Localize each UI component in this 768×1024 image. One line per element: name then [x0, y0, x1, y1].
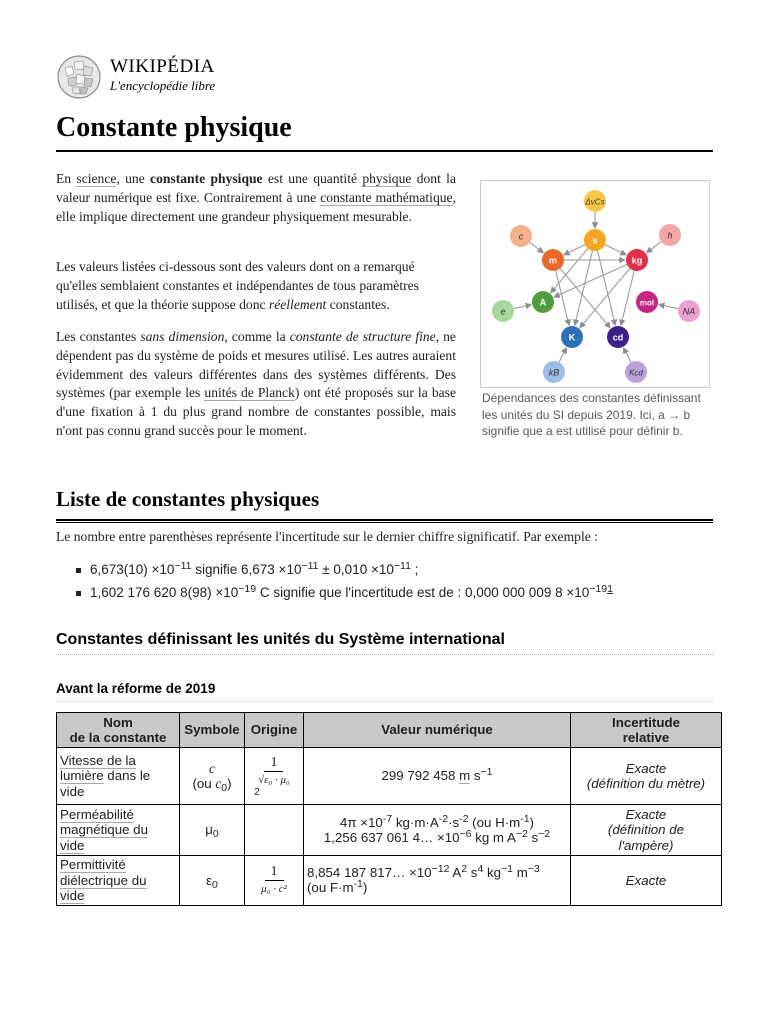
exponent: −2 [515, 828, 528, 840]
exponent: −2 [538, 828, 551, 840]
node-kg [626, 249, 648, 271]
dependency-arrow [564, 245, 585, 255]
cell-symbol [180, 805, 245, 856]
symbol: c [215, 776, 222, 791]
intro-paragraph-3 [56, 328, 456, 441]
dependency-arrow [530, 243, 544, 253]
node-e [492, 300, 514, 322]
intro-paragraph-1 [56, 170, 456, 226]
node-label: s [592, 235, 598, 246]
node-h [659, 224, 681, 246]
dependency-arrow [514, 305, 532, 309]
text: 8,854 187 817… ×10 [307, 864, 432, 880]
text: (ou H·m [468, 814, 521, 830]
text: de la constante [69, 730, 167, 745]
dependency-arrow [575, 251, 593, 326]
text: , ne dépendent pas du système de poids et mesures utilisé. Les autres auraient évidemment des valeurs différentes dans des systèmes différents. Des systèmes (par exemple les [56, 329, 456, 401]
subsection-heading-si: Constantes définissant les unités du Système international [56, 630, 713, 655]
text: ) [227, 776, 232, 791]
text: ) [529, 814, 534, 830]
dependency-arrow [605, 245, 626, 255]
node-label: K [568, 332, 576, 343]
text: 1,256 637 061 4… ×10 [323, 830, 460, 845]
section-heading-liste: Liste de constantes physiques [56, 485, 713, 521]
node-a [532, 291, 554, 313]
figure-si-dependencies [480, 180, 710, 440]
note-paragraph: Le nombre entre parenthèses représente l'incertitude sur le dernier chiffre significatif. Par exemple : [56, 529, 598, 544]
text: Perméabilité [60, 806, 134, 822]
page-title: Constante physique [56, 110, 713, 152]
node-label: Kcd [629, 368, 643, 378]
text: kg m A [471, 830, 516, 845]
link-permeabilite[interactable] [60, 807, 148, 854]
cell-value [304, 748, 571, 805]
text: vide [60, 837, 85, 853]
text: , elle implique directement une grandeur physiquement mesurable. [56, 189, 456, 224]
figure-caption: Dépendances des constantes définissant les unités du SI depuis 2019. Ici, a → b signifie que a est utilisé pour définir b. [482, 391, 701, 438]
text: 299 792 458 [381, 768, 460, 784]
exponent: −19 [238, 583, 257, 595]
text: magnétique du [60, 822, 148, 838]
text: (définition de [607, 822, 685, 838]
node-mol [636, 291, 658, 313]
node-c [510, 225, 532, 247]
text: 1,602 176 620 8(98) ×10 [90, 585, 239, 600]
text: C signifie que l'incertitude est de : 0,000 000 009 8 ×10 [256, 585, 590, 600]
cell-origin [245, 748, 304, 805]
text: Les constantes [56, 329, 141, 344]
link-unites-de-planck[interactable]: unités de Planck [204, 385, 295, 401]
exponent: −1 [501, 862, 514, 875]
node-label: kg [631, 255, 643, 266]
node-label: ΔνCs [585, 197, 605, 207]
subsubsection-heading-avant-2019: Avant la réforme de 2019 [56, 680, 713, 702]
text: Incertitude [612, 714, 680, 730]
list-item [56, 558, 613, 581]
wikipedia-wordmark: WIKIPÉDIA [110, 56, 215, 77]
exponent: −11 [393, 560, 411, 572]
symbol: c [209, 760, 215, 776]
table-row [57, 805, 722, 856]
node-kcd [625, 361, 647, 383]
exponent: −19 [589, 583, 608, 595]
numerator: 1 [265, 863, 284, 881]
node-kb [543, 361, 565, 383]
exponent: -7 [382, 812, 393, 825]
italic-term: réellement [268, 296, 327, 312]
node-label: m [548, 255, 558, 266]
text: ; [410, 562, 419, 577]
italic-term: sans dimension [140, 329, 225, 344]
node-label: cd [612, 332, 624, 343]
text: , une [116, 171, 151, 186]
header-origin: Origine [245, 713, 304, 748]
italic-term: constante de structure fine [289, 329, 436, 344]
node-label: A [539, 297, 547, 308]
cell-symbol [180, 856, 245, 906]
table-row [57, 748, 722, 805]
node-dnu [584, 190, 606, 212]
exponent: −11 [174, 560, 192, 572]
wikipedia-globe-icon [56, 54, 102, 100]
header-name [57, 713, 180, 748]
text: diélectrique du [60, 872, 147, 888]
text: m [513, 864, 528, 880]
exponent: 2 [461, 862, 468, 875]
dependency-arrow [621, 271, 634, 326]
text: est une quantité [262, 171, 363, 186]
text: s [470, 768, 481, 784]
text: ± 0,010 ×10 [318, 562, 394, 577]
node-k [561, 326, 583, 348]
si-dependency-diagram [481, 181, 709, 387]
cell-uncertainty [571, 748, 722, 805]
node-label: e [500, 306, 506, 317]
intro-paragraph-2 [56, 258, 456, 314]
node-label: mol [639, 298, 655, 308]
symbol: μ [205, 822, 213, 838]
dependency-arrow [659, 305, 679, 309]
table-header-row [57, 713, 722, 748]
text: dans le vide [60, 768, 151, 799]
text: Permittivité [60, 857, 126, 872]
header-value: Valeur numérique [304, 713, 571, 748]
link-physique[interactable]: physique [362, 171, 412, 186]
cell-origin [245, 805, 304, 856]
cell-name [57, 805, 180, 856]
text: lumière [60, 768, 104, 784]
text: ) ont été proposés sur la base d'une fixation à 1 du plus grand nombre de constantes possible, mais n'ont pas connu grand succès pour le moment. [56, 385, 456, 438]
text: vide [60, 888, 85, 903]
list-item [56, 581, 613, 604]
subscript: 0 [212, 878, 218, 891]
node-s [584, 229, 606, 251]
node-m [542, 249, 564, 271]
node-label: c [518, 231, 524, 242]
text: 4π ×10 [340, 814, 383, 830]
exponent: −6 [459, 828, 472, 840]
node-cd [607, 326, 629, 348]
cell-name [57, 856, 180, 906]
text: relative [622, 730, 670, 745]
text: s [467, 864, 478, 880]
denominator: μ₀ · c² [261, 883, 287, 896]
table-row [57, 856, 722, 906]
cell-origin [245, 856, 304, 906]
section-divider [56, 522, 713, 523]
exponent: −1 [480, 766, 493, 779]
node-label: h [667, 230, 673, 241]
dependency-arrow [623, 348, 630, 363]
wikipedia-tagline: L'encyclopédie libre [110, 78, 216, 93]
constants-table [56, 712, 722, 906]
text: Les valeurs listées ci-dessous sont des valeurs dont on a remarqué qu'elles semblaient constantes et indépendantes de tous paramètres utilisés, et que la théorie suppose donc [56, 259, 419, 312]
subscript: 0 [221, 782, 228, 794]
text: s [527, 830, 539, 845]
text: Exacte [625, 806, 667, 822]
text: (définition du mètre) [586, 776, 706, 791]
exponent: -1 [353, 878, 363, 891]
node-label: NA [682, 306, 696, 317]
subscript: 0 [212, 828, 219, 841]
exponent: −11 [301, 560, 319, 572]
examples-list [56, 558, 613, 604]
cell-value [304, 805, 571, 856]
dependency-arrow [598, 251, 616, 326]
text: constantes. [326, 296, 390, 312]
text: , comme la [224, 329, 290, 344]
text: Vitesse de la [60, 752, 136, 768]
cell-name [57, 748, 180, 805]
exponent: -2 [438, 812, 449, 825]
link-constante-mathematique[interactable]: constante mathématique [320, 189, 453, 205]
node-label: kB [548, 367, 560, 378]
header-uncertainty [571, 713, 722, 748]
dependency-arrow [559, 348, 566, 363]
node-na [678, 300, 700, 322]
numerator: 1 [264, 754, 283, 772]
exponent: −12 [431, 862, 450, 875]
text: kg·m·A [392, 814, 439, 830]
exponent: 4 [477, 862, 484, 875]
cell-symbol [180, 748, 245, 805]
figure-image[interactable] [480, 180, 710, 388]
text: En [56, 171, 77, 186]
text: ·s [448, 814, 460, 830]
text: signifie 6,673 ×10 [191, 562, 302, 577]
symbol: ε [206, 872, 213, 888]
text: dont la valeur numérique est fixe. Contrairement à une [56, 171, 456, 205]
exponent: -1 [520, 812, 530, 825]
origin-formula [257, 863, 291, 897]
text: (ou F·m [307, 880, 354, 896]
text: Nom [103, 714, 133, 730]
text: A [449, 864, 462, 880]
text: l'ampère) [618, 837, 674, 853]
link-metre[interactable]: m [459, 768, 471, 784]
formula-mark: 2 [254, 787, 260, 798]
text: Exacte [625, 760, 667, 776]
text: kg [483, 864, 502, 880]
cell-uncertainty: Exacte [571, 856, 722, 906]
text: 6,673(10) ×10 [90, 562, 175, 577]
dependency-arrow [554, 264, 627, 297]
exponent: -2 [459, 812, 469, 825]
reference-link[interactable]: 1 [607, 583, 613, 595]
text: ) [362, 880, 368, 896]
dependency-arrow [647, 242, 662, 253]
link-science[interactable]: science [76, 171, 117, 186]
cell-value [304, 856, 571, 906]
denominator: √ε₀ · μ₀ [258, 774, 290, 786]
link-permittivite[interactable] [60, 857, 147, 904]
header-symbol: Symbole [180, 713, 245, 748]
origin-formula [254, 754, 294, 798]
text: (ou [192, 776, 216, 791]
cell-uncertainty [571, 805, 722, 856]
bold-term: constante physique [150, 171, 263, 186]
exponent: −3 [527, 862, 540, 875]
